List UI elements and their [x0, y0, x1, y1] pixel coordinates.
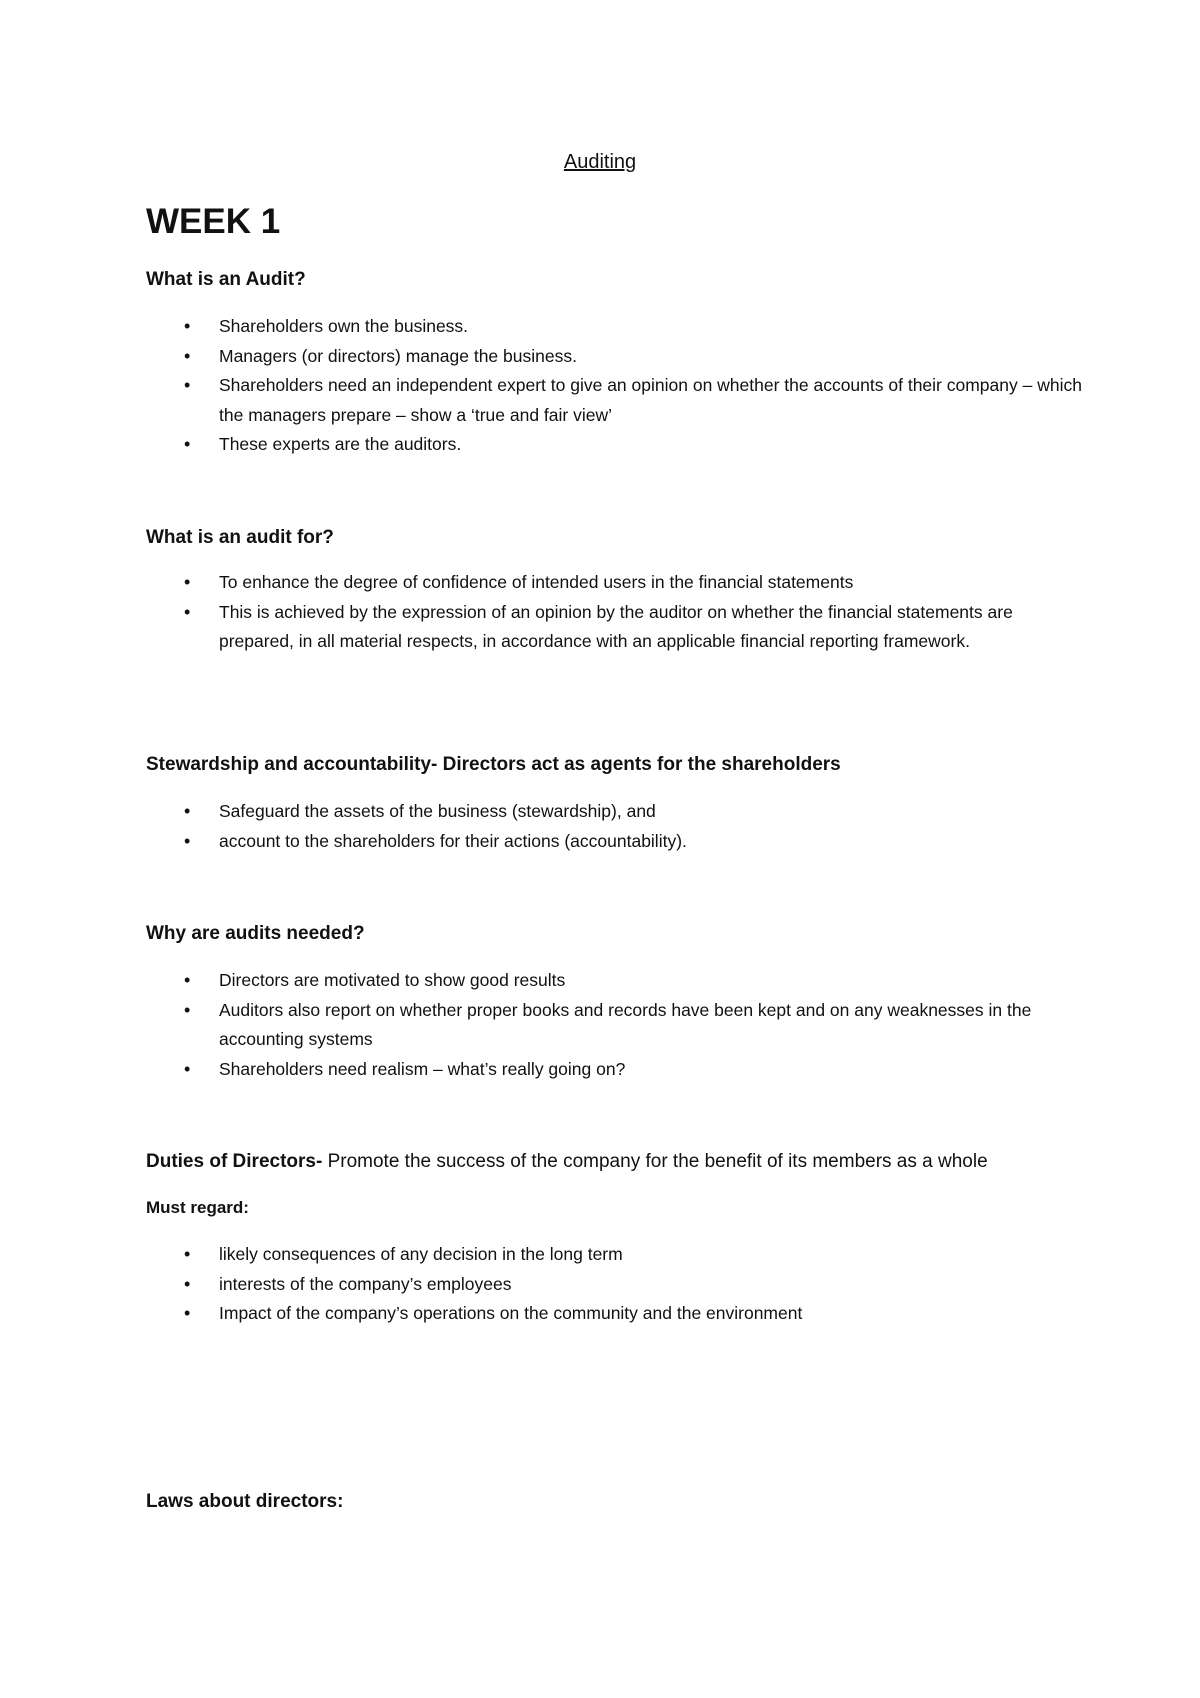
list-item: • Auditors also report on whether proper books and records have been kept and on any weaknesses in the accounting systems	[146, 996, 1086, 1055]
week-heading: WEEK 1	[146, 202, 281, 241]
section-heading-laws-about-directors: Laws about directors:	[146, 1491, 344, 1512]
list-item: • account to the shareholders for their actions (accountability).	[146, 827, 1086, 857]
section-heading-duties-of-directors	[146, 1150, 988, 1174]
bullet-list-audit-purpose	[146, 568, 1086, 657]
list-item: • Directors are motivated to show good results	[146, 966, 1086, 996]
must-regard-label: Must regard:	[146, 1198, 249, 1217]
bullet-list-what-is-an-audit	[146, 312, 1086, 460]
section-heading-why-audits-needed: Why are audits needed?	[146, 923, 365, 944]
bullet-list-stewardship	[146, 797, 1086, 856]
list-item: • This is achieved by the expression of an opinion by the auditor on whether the financial statements are prepared, in all material respects, in accordance with an applicable financial reporting framework.	[146, 598, 1086, 657]
bullet-list-why-audits-needed	[146, 966, 1086, 1084]
list-item: • Shareholders own the business.	[146, 312, 1086, 342]
list-item: • Shareholders need an independent expert to give an opinion on whether the accounts of their company – which the managers prepare – show a ‘true and fair view’	[146, 371, 1086, 430]
document-title: Auditing	[563, 151, 637, 173]
duties-heading-description: Promote the success of the company for the benefit of its members as a whole	[322, 1151, 988, 1172]
list-item: • To enhance the degree of confidence of intended users in the financial statements	[146, 568, 1086, 598]
list-item: • likely consequences of any decision in the long term	[146, 1240, 1086, 1270]
bullet-list-duties	[146, 1240, 1086, 1329]
list-item: • interests of the company’s employees	[146, 1270, 1086, 1300]
section-heading-what-is-an-audit: What is an Audit?	[146, 269, 306, 290]
list-item: • Shareholders need realism – what’s really going on?	[146, 1055, 1086, 1085]
section-heading-stewardship: Stewardship and accountability- Directors act as agents for the shareholders	[146, 754, 841, 775]
list-item: • Impact of the company’s operations on the community and the environment	[146, 1299, 1086, 1329]
duties-heading-label: Duties of Directors-	[146, 1151, 323, 1172]
list-item: • These experts are the auditors.	[146, 430, 1086, 460]
list-item: • Safeguard the assets of the business (stewardship), and	[146, 797, 1086, 827]
section-heading-audit-purpose: What is an audit for?	[146, 527, 334, 548]
list-item: • Managers (or directors) manage the business.	[146, 342, 1086, 372]
